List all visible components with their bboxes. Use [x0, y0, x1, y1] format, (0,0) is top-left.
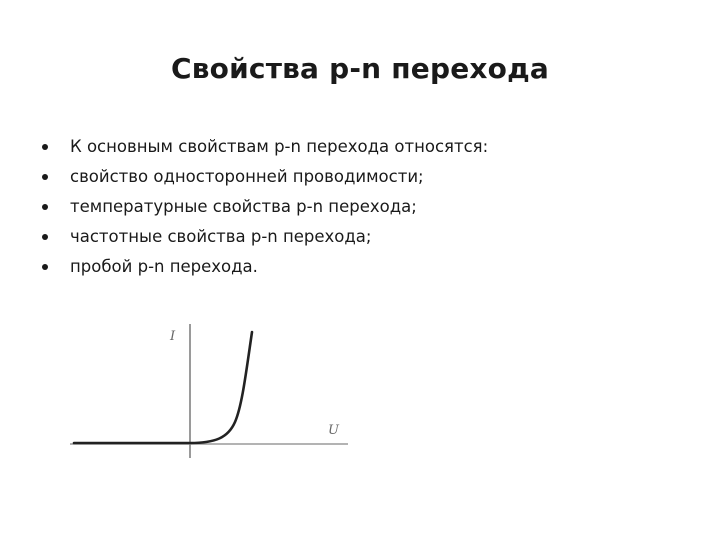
- bullet-text: свойство односторонней проводимости;: [70, 167, 424, 186]
- iv-curve: [74, 332, 252, 443]
- bullet-item-1: [40, 132, 680, 162]
- y-axis-label: I: [170, 329, 176, 344]
- bullet-item-5: [40, 252, 680, 282]
- bullet-text: К основным свойствам p-n перехода относятся:: [70, 137, 489, 156]
- bullet-icon: [42, 144, 48, 150]
- bullet-text: пробой p-n перехода.: [70, 257, 258, 276]
- bullet-icon: [42, 234, 48, 240]
- slide-title: Свойства p-n перехода: [170, 52, 550, 85]
- bullet-item-4: [40, 222, 680, 252]
- bullet-item-2: [40, 162, 680, 192]
- bullet-icon: [42, 174, 48, 180]
- bullet-list: [40, 132, 680, 282]
- bullet-icon: [42, 204, 48, 210]
- x-axis-label: U: [328, 423, 339, 438]
- bullet-icon: [42, 264, 48, 270]
- iv-characteristic-figure: [70, 318, 360, 468]
- bullet-text: температурные свойства p-n перехода;: [70, 197, 417, 216]
- bullet-item-3: [40, 192, 680, 222]
- bullet-text: частотные свойства p-n перехода;: [70, 227, 372, 246]
